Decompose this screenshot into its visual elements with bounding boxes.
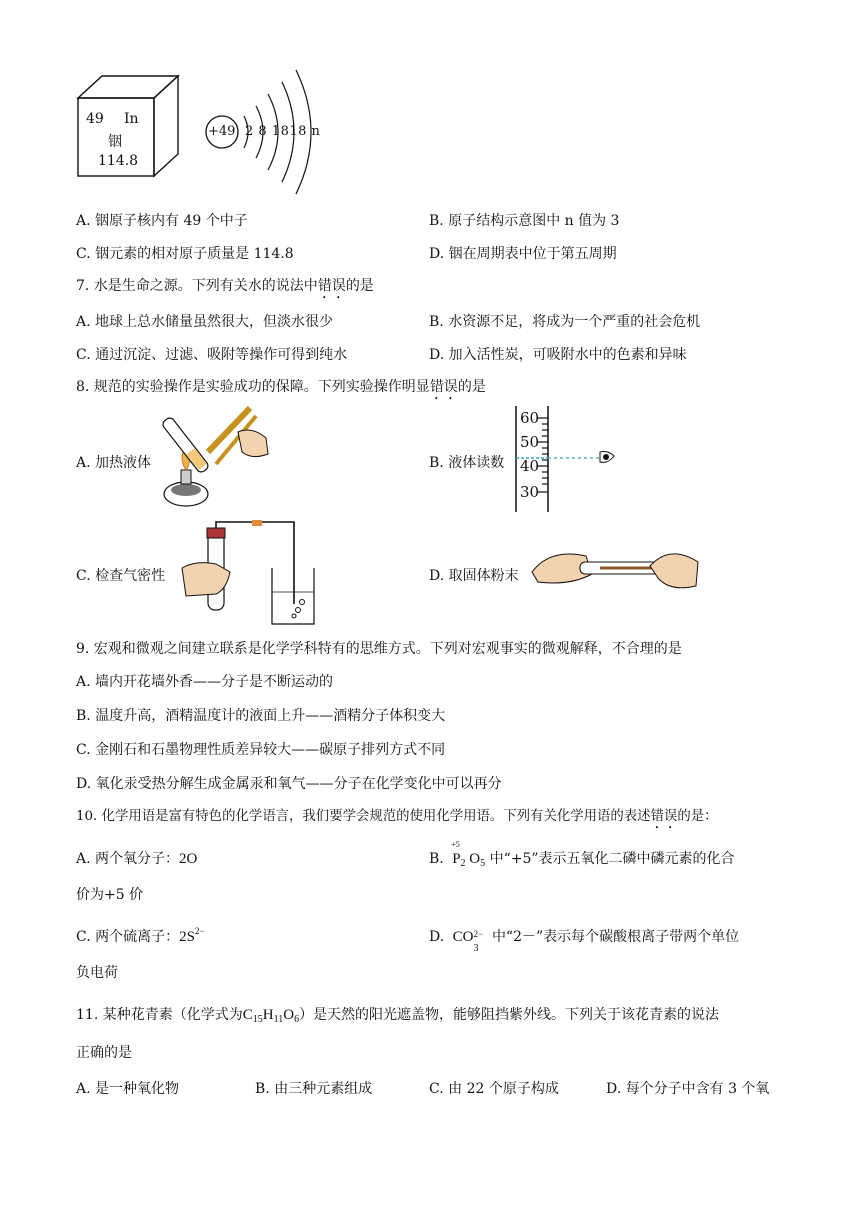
atom-shell-labels: 2 8 1818 n — [245, 124, 321, 139]
cylinder-tick-50: 50 — [520, 433, 540, 451]
q10-a-formula: 2O — [179, 851, 198, 867]
element-atomic-number: 49 — [86, 111, 104, 127]
q8-option-c: C. 检查气密性 — [76, 568, 166, 584]
q7-option-d: D. 加入活性炭，可吸附水中的色素和异味 — [429, 347, 687, 363]
q7-option-c: C. 通过沉淀、过滤、吸附等操作可得到纯水 — [76, 347, 348, 363]
q9-option-a: A. 墙内开花墙外香——分子是不断运动的 — [76, 674, 334, 690]
q11-option-b: B. 由三种元素组成 — [255, 1081, 373, 1097]
q10-option-b-continued: 价为+5 价 — [76, 887, 144, 903]
q10-emphasis: 错误 — [650, 809, 678, 824]
element-name: 铟 — [108, 134, 122, 150]
q8-emphasis: 错误 — [429, 379, 458, 395]
q10-b-formula: +5 $P_2$ $O_5$ — [451, 840, 486, 869]
q11-stem-continued: 正确的是 — [76, 1045, 132, 1061]
q8-option-d: D. 取固体粉末 — [429, 568, 519, 584]
q9-option-b: B. 温度升高，酒精温度计的液面上升——酒精分子体积变大 — [76, 708, 446, 724]
q10-stem: 10. 化学用语是富有特色的化学语言，我们要学会规范的使用化学用语。下列有关化学用语的表述错误的是： — [76, 809, 718, 824]
q9-option-c: C. 金刚石和石墨物理性质差异较大——碳原子排列方式不同 — [76, 742, 446, 758]
cylinder-tick-40: 40 — [520, 457, 540, 475]
q11-stem: 11. 某种花青素（化学式为$C_{15}H_{11}O_6$）是天然的阳光遮盖物，能够阻挡紫外线。下列关于该花青素的说法 — [76, 1007, 720, 1025]
airtightness-illustration — [176, 520, 316, 628]
q10-option-d-continued: 负电荷 — [76, 965, 118, 981]
q11-option-d: D. 每个分子中含有 3 个氧 — [606, 1081, 770, 1097]
q7-emphasis: 错误 — [317, 278, 346, 294]
powder-sampling-illustration — [530, 542, 700, 600]
q7-option-a: A. 地球上总水储量虽然很大，但淡水很少 — [76, 314, 334, 330]
element-symbol: In — [124, 111, 139, 127]
q10-d-formula: CO 2− 3 — [452, 929, 484, 954]
q11-option-c: C. 由 22 个原子构成 — [429, 1081, 559, 1097]
q10-option-d: D. CO 2− 3 中“2－”表示每个碳酸根离子带两个单位 — [429, 929, 740, 954]
q9-stem: 9. 宏观和微观之间建立联系是化学学科特有的思维方式。下列对宏观事实的微观解释，不合理的是 — [76, 641, 682, 657]
q8-option-a: A. 加热液体 — [76, 455, 152, 471]
q6-option-b: B. 原子结构示意图中 n 值为 3 — [429, 213, 620, 229]
atom-nucleus-label: +49 — [208, 124, 236, 139]
q10-c-formula: $2S^{2-}$ — [179, 926, 205, 945]
q11-formula: $C_{15}H_{11}O_6$ — [242, 1007, 300, 1025]
cylinder-tick-30: 30 — [520, 483, 540, 501]
element-mass: 114.8 — [98, 153, 139, 169]
q6-option-d: D. 铟在周期表中位于第五周期 — [429, 246, 617, 262]
q10-option-a: A. 两个氧分子：2O — [76, 851, 198, 867]
q6-option-c: C. 铟元素的相对原子质量是 114.8 — [76, 246, 294, 262]
q10-option-c: C. 两个硫离子：$2S^{2-}$ — [76, 926, 205, 945]
q6-option-a: A. 铟原子核内有 49 个中子 — [76, 213, 248, 229]
q9-option-d: D. 氧化汞受热分解生成金属汞和氧气——分子在化学变化中可以再分 — [76, 776, 502, 792]
q7-option-b: B. 水资源不足，将成为一个严重的社会危机 — [429, 314, 701, 330]
cylinder-tick-60: 60 — [520, 409, 540, 427]
q7-stem: 7. 水是生命之源。下列有关水的说法中错误的是 — [76, 278, 374, 294]
heating-liquid-illustration — [156, 404, 272, 516]
q10-option-b: B. +5 $P_2$ $O_5$ 中“+5”表示五氧化二磷中磷元素的化合 — [429, 840, 735, 869]
q8-stem: 8. 规范的实验操作是实验成功的保障。下列实验操作明显错误的是 — [76, 379, 486, 395]
q8-option-b: B. 液体读数 — [429, 455, 505, 471]
q11-option-a: A. 是一种氧化物 — [76, 1081, 180, 1097]
